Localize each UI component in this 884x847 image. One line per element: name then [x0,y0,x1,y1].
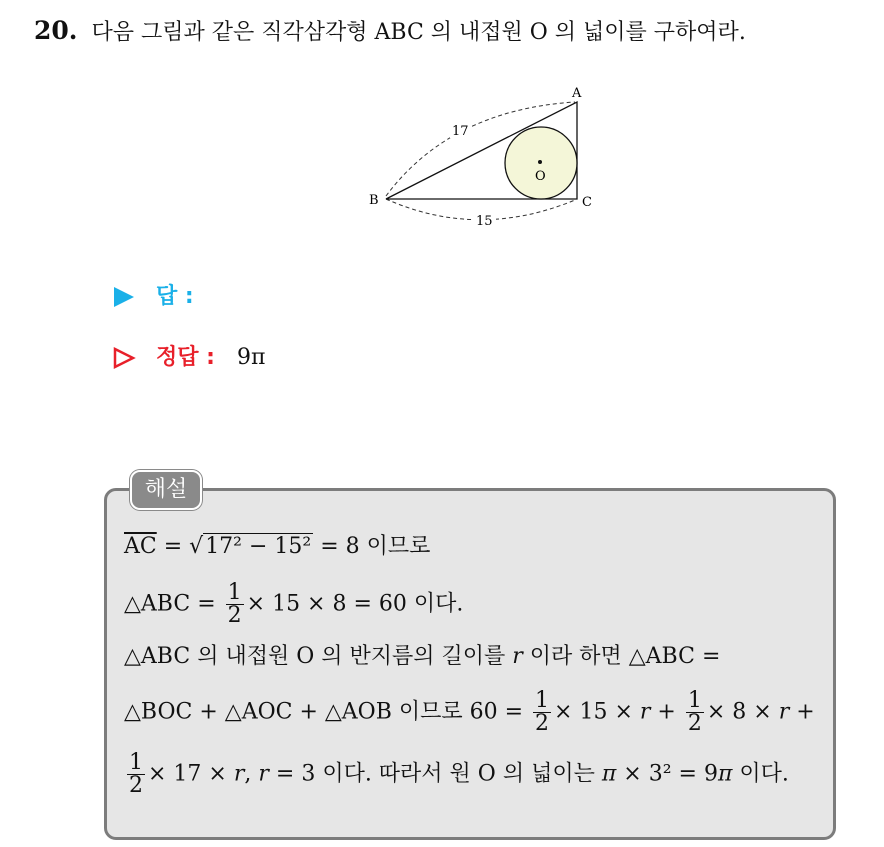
red-outline-triangle-icon [112,346,136,370]
question-number: 20. [34,16,78,45]
correct-answer-label: 정답 : [156,345,215,370]
fraction: $\frac{1}{2}$ [129,750,143,798]
question-text: 다음 그림과 같은 직각삼각형 ABC 의 내접원 O 의 넓이를 구하여라. [91,20,746,45]
solution-tab: 해설 [130,470,202,510]
correct-answer-row [112,343,265,373]
fraction: $\frac{1}{2}$ [687,688,702,736]
blue-triangle-icon [112,285,136,309]
triangle-figure [360,82,600,234]
label-b: B [369,193,379,208]
answer-label: 답 : [156,284,194,309]
label-17: 17 [452,124,469,139]
solution-line-3: △ABC 의 내접원 O 의 반지름의 길이를 r 이라 하면 △ABC = [124,644,721,669]
fraction: $\frac{1}{2}$ [227,580,242,628]
segment-ac: $\overline{AC}$ [124,534,157,559]
solution-line-4: △BOC + △AOC + △AOB 이므로 60 = $\frac{1}{2}$ × 15 × r + $\frac{1}{2}$ × 8 × r + [124,688,815,736]
label-a: A [572,86,582,101]
center-dot [538,160,542,164]
answer-row [112,282,194,312]
question [34,16,874,48]
solution-line-2: △ABC = $\frac{1}{2}$ × 15 × 8 = 60 이다. [124,580,464,628]
label-c: C [582,195,592,210]
solution-line-1: $\overline{AC} = √17^2 - 15^2 = 8$ 이므로 [124,532,430,562]
label-o: O [535,169,546,184]
label-15: 15 [476,214,493,229]
sqrt-expr: √17² − 15² [189,534,312,559]
fraction: $\frac{1}{2}$ [535,688,550,736]
correct-answer-value: 9π [236,345,266,370]
solution-line-5: $\frac{1}{2}$ × 17 × r, r = 3 이다. 따라서 원 O 의 넓이는 π × 3² = 9π 이다. [129,750,789,798]
